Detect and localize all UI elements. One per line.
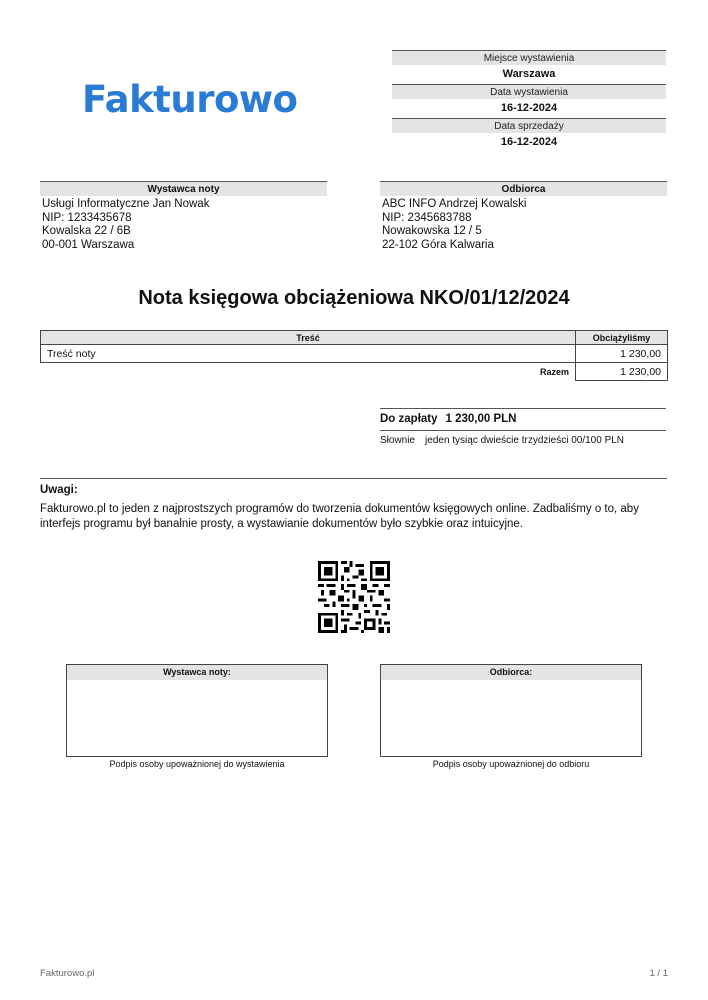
buyer-block [380,181,667,252]
item-amount: 1 230,00 [576,345,668,363]
seller-signature [66,664,328,769]
seller-block [40,181,327,252]
amount-due-value: 1 230,00 PLN [445,413,517,425]
issue-date-value: 16-12-2024 [500,102,558,114]
qr-code-icon [318,561,390,633]
buyer-city: 22-102 Góra Kalwaria [382,238,494,251]
total-row [41,363,668,381]
item-content: Treść noty [41,345,576,363]
place-label: Miejsce wystawienia [392,50,666,65]
buyer-nip: NIP: 2345683788 [382,211,472,224]
buyer-street: Nowakowska 12 / 5 [382,225,482,237]
issue-date-label: Data wystawienia [392,84,666,99]
buyer-signature-box [380,664,642,757]
seller-heading: Wystawca noty [40,181,327,196]
amount-column-header: Obciążyliśmy [576,331,668,345]
seller-signature-heading: Wystawca noty: [67,665,327,680]
seller-signature-box [66,664,328,757]
seller-name: Usługi Informatyczne Jan Nowak [42,198,210,210]
document-title: Nota księgowa obciążeniowa NKO/01/12/2024 [138,287,570,309]
notes-section [40,478,667,532]
amount-words-value: jeden tysiąc dwieście trzydzieści 00/100 PLN [425,435,625,446]
total-label: Razem [539,366,569,377]
seller-signature-caption: Podpis osoby upoważnionej do wystawienia [109,759,285,769]
seller-street: Kowalska 22 / 6B [42,225,131,237]
page-number: 1 / 1 [649,968,668,979]
buyer-name: ABC INFO Andrzej Kowalski [382,198,527,210]
sale-date-label: Data sprzedaży [392,118,666,133]
notes-title: Uwagi: [40,484,78,496]
buyer-signature-heading: Odbiorca: [381,665,641,680]
buyer-signature-caption: Podpis osoby upoważnionej do odbioru [432,759,590,769]
payment-summary [380,408,666,451]
table-header-row [41,331,668,345]
place-value: Warszawa [502,68,556,80]
sale-date-value: 16-12-2024 [500,136,558,148]
content-column-header: Treść [41,331,576,345]
notes-text: Fakturowo.pl to jeden z najprostszych programów do tworzenia dokumentów księgowych online. Zadbaliśmy o to, aby interfejs programu był banalnie prosty, a wystawianie dokumentów było szybkie oraz intuicyjne. [40,503,639,530]
amount-due-label: Do zapłaty [380,413,438,425]
company-logo: Fakturowo [82,78,298,121]
buyer-signature [380,664,642,769]
seller-city: 00-001 Warszawa [42,238,135,251]
buyer-heading: Odbiorca [380,181,667,196]
footer-site: Fakturowo.pl [40,968,95,979]
items-table [40,330,668,381]
seller-nip: NIP: 1233435678 [42,211,132,224]
amount-words-label: Słownie [380,435,416,446]
document-meta [392,50,666,152]
total-amount: 1 230,00 [576,363,668,381]
table-row [41,345,668,363]
